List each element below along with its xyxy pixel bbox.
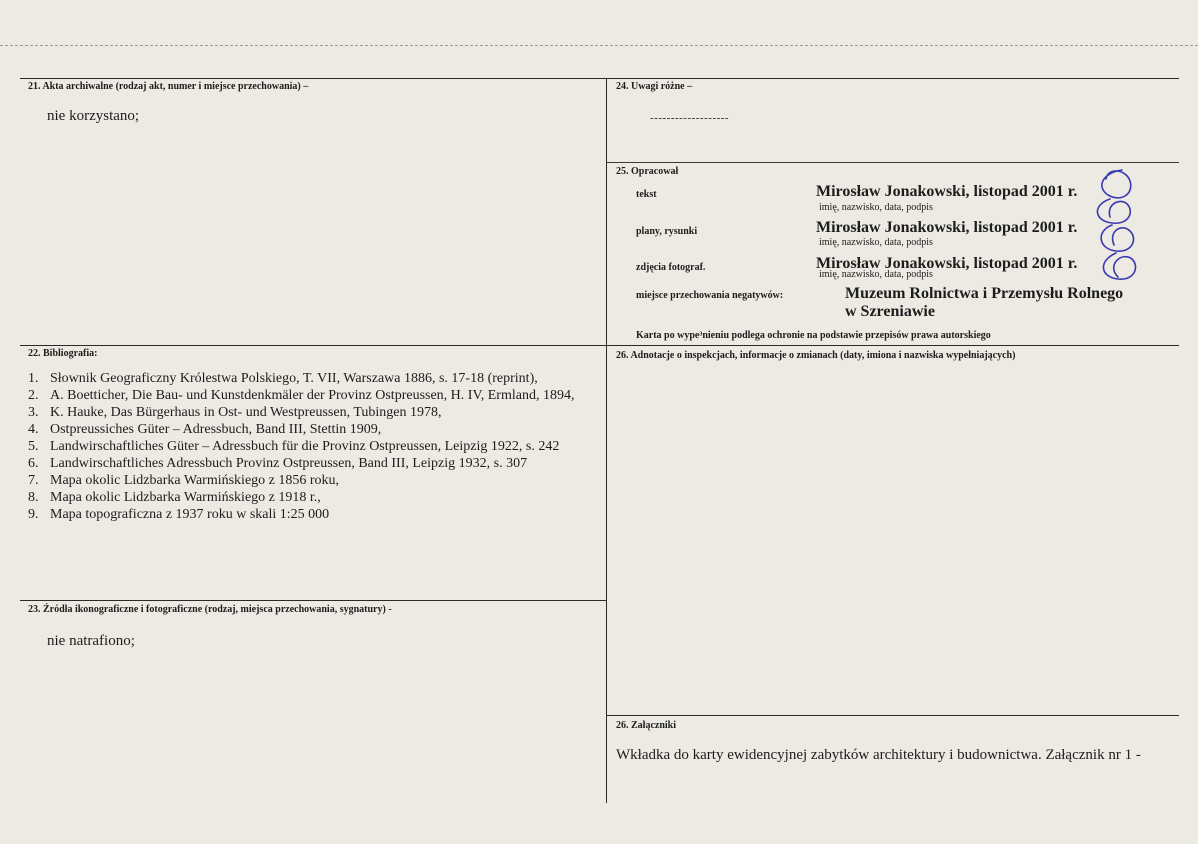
author-row-sub-text: imię, nazwisko, data, podpis [819,202,933,213]
bibliography-list [28,370,603,523]
rule-25-26 [607,345,1179,346]
section-26-attachments-value: Wkładka do karty ewidencyjnej zabytków architektury i budownictwa. Załącznik nr 1 - [616,747,1141,763]
list-item: 6. Landwirschaftliches Adressbuch Provinz Ostpreussen, Band III, Leipzig 1932, s. 307 [28,456,528,471]
list-item: 5. Landwirschaftliches Güter – Adressbuch für die Provinz Ostpreussen, Leipzig 1922, s. 242 [28,439,560,454]
author-row-sub-plans: imię, nazwisko, data, podpis [819,237,933,248]
author-row-name-text: Mirosław Jonakowski, listopad 2001 r. [816,183,1078,200]
author-row-name-photos: Mirosław Jonakowski, listopad 2001 r. [816,255,1078,272]
center-divider [606,78,607,803]
negatives-place-line1: Muzeum Rolnictwa i Przemysłu Rolnego [845,285,1124,302]
copyright-note: Karta po wype³nieniu podlega ochronie na podstawie przepisów prawa autorskiego [636,330,991,341]
top-rule-left [20,78,607,79]
rule-21-22 [20,345,607,346]
author-row-label-plans: plany, rysunki [636,226,698,237]
section-23-value: nie natrafiono; [47,633,135,649]
page-top-edge [0,45,1198,46]
section-24-value: ------------------- [650,112,730,124]
list-item: 7. Mapa okolic Lidzbarka Warmińskiego z 1856 roku, [28,473,340,488]
rule-26-attachments [607,715,1179,716]
author-row-label-text: tekst [636,189,657,200]
section-26-annotations-title: 26. Adnotacje o inspekcjach, informacje o zmianach (daty, imiona i nazwiska wypełniających) [616,350,1016,361]
section-25-title: 25. Opracował [616,166,679,177]
list-item: 9. Mapa topograficzna z 1937 roku w skali 1:25 000 [28,507,330,522]
list-item: 8. Mapa okolic Lidzbarka Warmińskiego z 1918 r., [28,490,321,505]
rule-22-23 [20,600,607,601]
top-rule-right [607,78,1179,79]
section-24-title: 24. Uwagi różne – [616,81,693,92]
author-row-sub-photos: imię, nazwisko, data, podpis [819,269,933,280]
list-item: 3. K. Hauke, Das Bürgerhaus in Ost- und Westpreussen, Tubingen 1978, [28,405,442,420]
author-row-label-photos: zdjęcia fotograf. [636,262,706,273]
list-item: 4. Ostpreussiches Güter – Adressbuch, Band III, Stettin 1909, [28,422,382,437]
section-21-title: 21. Akta archiwalne (rodzaj akt, numer i miejsce przechowania) – [28,81,309,92]
section-26-attachments-title: 26. Załączniki [616,720,677,731]
signature-icon [1092,165,1152,300]
negatives-place-line2: w Szreniawie [845,303,935,320]
section-21-value: nie korzystano; [47,108,140,124]
author-row-name-plans: Mirosław Jonakowski, listopad 2001 r. [816,219,1078,236]
list-item: 2. A. Boetticher, Die Bau- und Kunstdenkmäler der Provinz Ostpreussen, H. IV, Ermland, 1894, [28,388,575,403]
negatives-label: miejsce przechowania negatywów: [636,290,784,301]
rule-24-25 [607,162,1179,163]
section-22-title: 22. Bibliografia: [28,348,98,359]
list-item: 1. Słownik Geograficzny Królestwa Polskiego, T. VII, Warszawa 1886, s. 17-18 (reprint), [28,371,538,386]
section-23-title: 23. Źródła ikonograficzne i fotograficzne (rodzaj, miejsca przechowania, sygnatury) - [28,604,392,615]
